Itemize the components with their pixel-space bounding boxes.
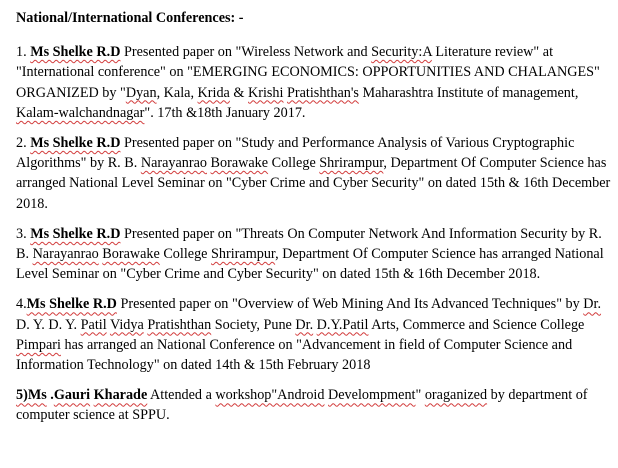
conference-entry-4 — [16, 294, 612, 375]
spellcheck-word: Pratishthan's — [287, 84, 359, 101]
entry-text: Presented paper on "Overview of Web Mining And Its Advanced Techniques" by — [116, 296, 584, 313]
spellcheck-word: Kalam-walchandnagar — [16, 104, 145, 121]
entry-number: 5)Ms — [16, 387, 47, 404]
spellcheck-word: Pimpari — [16, 336, 61, 353]
spellcheck-word: Dr. — [583, 296, 602, 313]
entry-text: by department of computer science at SPPU. — [16, 387, 588, 424]
spellcheck-word: Borawake — [102, 246, 160, 263]
entry-text: , Department Of Computer Science has arranged National Level Seminar on "Cyber Crime and Cyber Security" on dated 15th & 16th December 2018. — [16, 246, 604, 283]
entry-text: College — [159, 246, 212, 263]
spellcheck-word: Dr. — [295, 316, 314, 333]
author-name: Ms Shelke R.D — [30, 135, 121, 152]
entry-text: D. Y. D. Y. — [16, 316, 81, 333]
document-body — [16, 8, 612, 426]
author-name: Ms Shelke R.D — [30, 225, 121, 242]
conference-entry-1 — [16, 42, 612, 123]
spellcheck-word: Shrirampur — [211, 246, 276, 263]
spellcheck-word: Borawake — [210, 155, 269, 172]
spellcheck-word: Narayanrao — [32, 246, 99, 263]
entry-text: Literature review" at "International conference" on "EMERGING ECONOMICS: OPPORTUNITIES AND CHALANGES" ORGANIZED by " — [16, 44, 600, 101]
spellcheck-word: oraganized — [424, 387, 488, 404]
spellcheck-word: Pratishthan — [147, 316, 212, 333]
spellcheck-word: Krida — [197, 84, 230, 101]
conference-entry-3 — [16, 224, 612, 285]
entry-text: Presented paper on "Study and Performance Analysis of Various Cryptographic Algorithms" by R. B. — [16, 135, 575, 172]
spellcheck-word: Patil — [80, 316, 107, 333]
spellcheck-word: Security:A — [371, 44, 432, 61]
author-last-name: Kharade — [93, 387, 148, 404]
entry-text: 3. — [16, 225, 31, 242]
conference-entry-2 — [16, 133, 612, 214]
entry-text: & — [229, 84, 248, 101]
spellcheck-word: Develompment — [328, 387, 416, 404]
entry-text: " — [415, 387, 425, 404]
entry-text: 1. — [16, 44, 31, 61]
entry-text: Attended a — [147, 387, 216, 404]
entry-text: Presented paper on "Threats On Computer Network And Information Security by R. B. — [16, 225, 602, 263]
entry-text: 2. — [16, 135, 31, 152]
entry-text: ". 17th &18th January 2017. — [144, 104, 306, 121]
spellcheck-word: Krishi — [248, 84, 284, 101]
spellcheck-word: D.Y.Patil — [316, 316, 369, 333]
entry-text: Presented paper on "Wireless Network and — [120, 44, 372, 61]
entry-text: . — [46, 387, 54, 404]
section-heading: National/International Conferences: - — [16, 10, 244, 26]
entry-text: College — [268, 155, 320, 172]
entry-text: Society, Pune — [211, 316, 296, 333]
entry-text: 4. — [16, 296, 27, 313]
conference-entry-5 — [16, 385, 612, 425]
spellcheck-word: Dyan — [125, 84, 157, 101]
spellcheck-word: Shrirampur — [319, 155, 384, 172]
spellcheck-word: workshop"Android — [215, 387, 325, 404]
author-first-name: Gauri — [53, 387, 91, 404]
author-name: Ms Shelke R.D — [30, 44, 121, 61]
spellcheck-word: Narayanrao — [140, 155, 207, 172]
entry-text: Maharashtra Institute of management, — [358, 84, 579, 101]
author-name: Ms Shelke R.D — [26, 296, 117, 313]
entry-text: Arts, Commerce and Science College — [368, 316, 585, 333]
entry-text: , Department Of Computer Science has arranged National Level Seminar on "Cyber Crime and Cyber Security" on dated 15th & 16th December 2018. — [16, 155, 611, 212]
entry-text: has arranged an National Conference on "Advancement in field of Computer Science and Information Technology" on dated 14th & 15th February 2018 — [16, 336, 573, 374]
entry-text: , Kala, — [156, 84, 198, 101]
spellcheck-word: Vidya — [109, 316, 144, 333]
